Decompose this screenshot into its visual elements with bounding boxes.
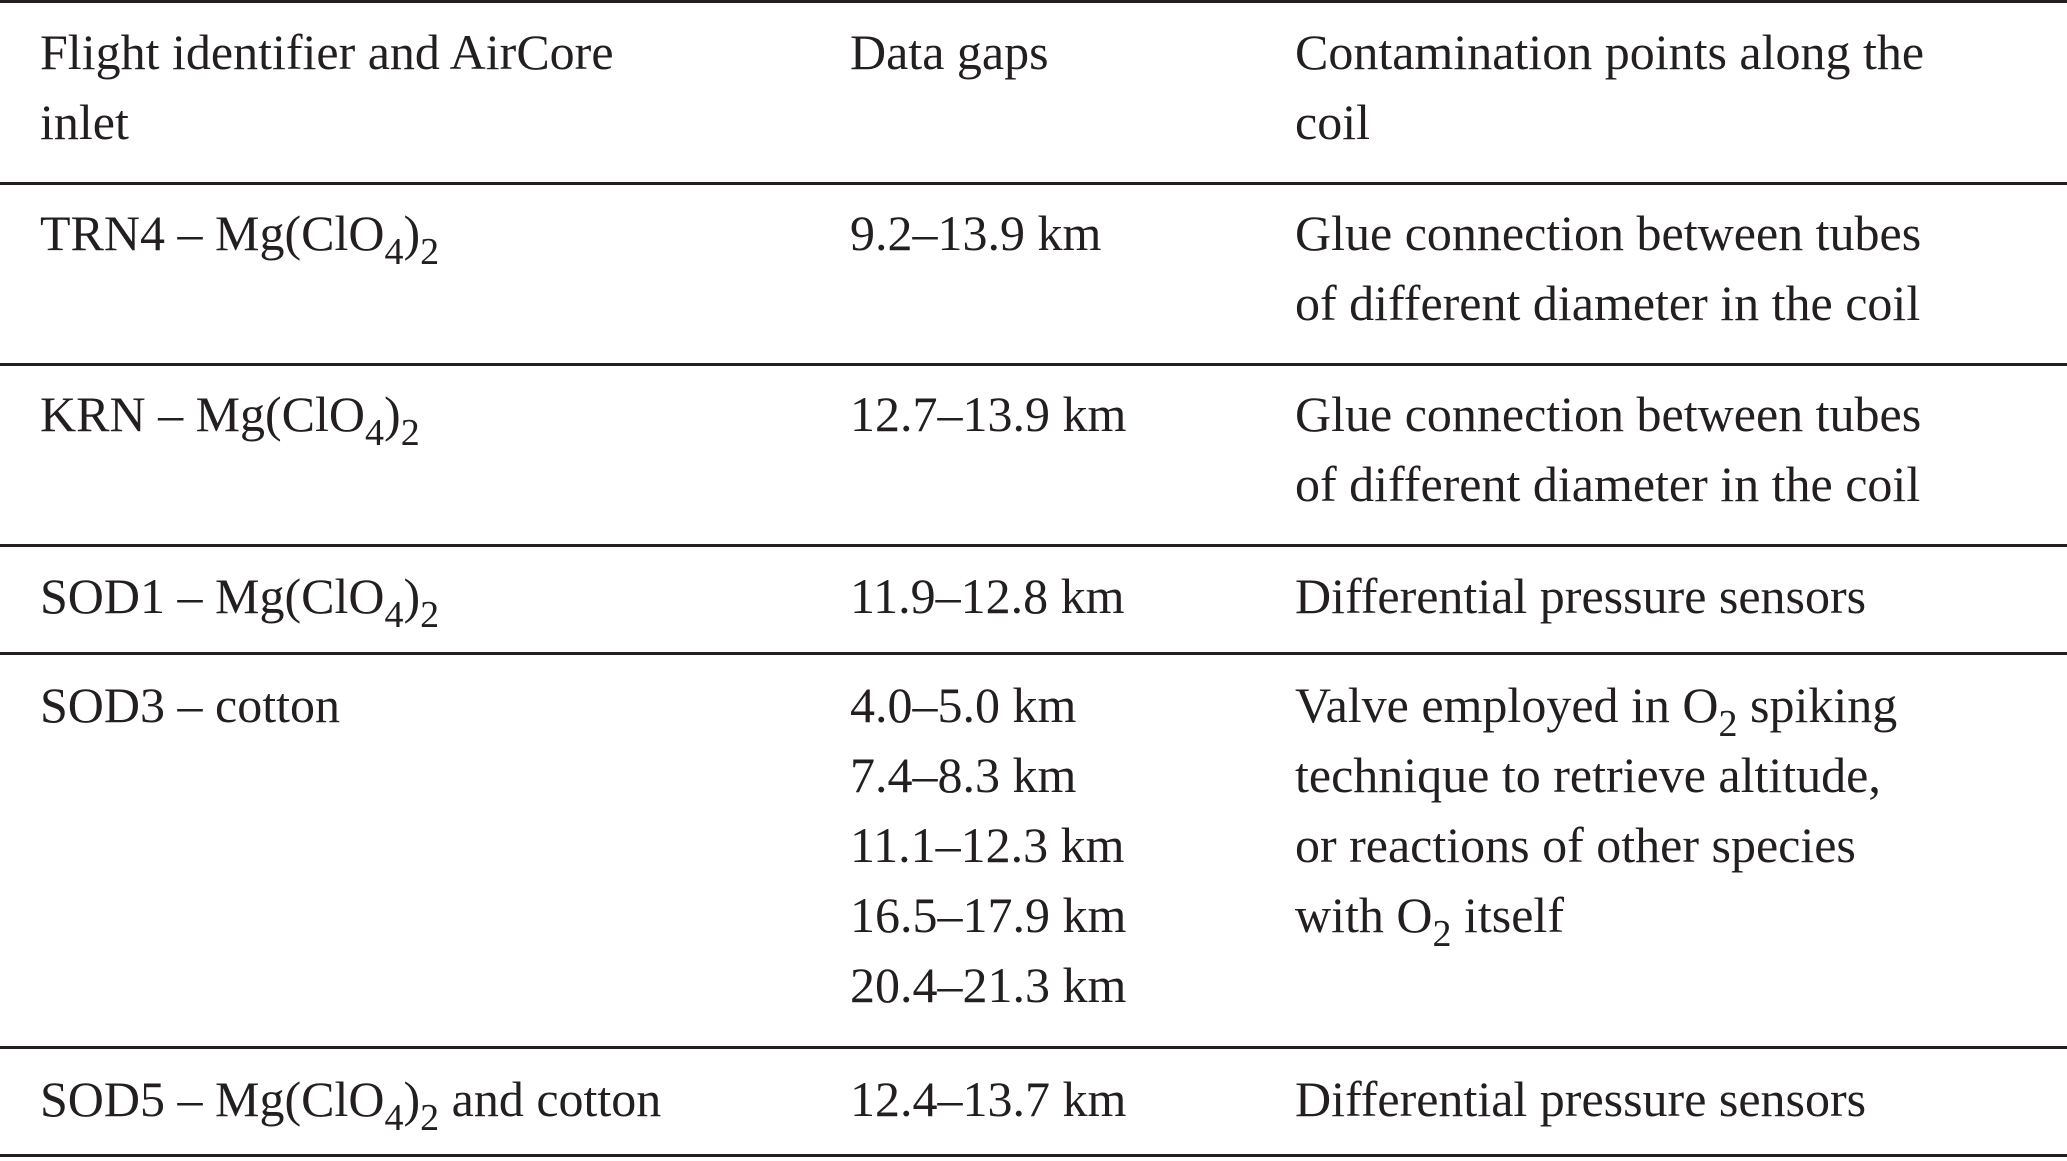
flight-label: SOD1 – Mg(ClO — [40, 568, 385, 624]
table-row-gaps-trn4 — [850, 198, 1101, 268]
table-top-rule — [0, 0, 2067, 3]
table-row-contamination-sod5 — [1295, 1064, 1866, 1134]
header-contamination-points — [1295, 17, 1924, 157]
gap-range: 9.2–13.9 km — [850, 205, 1102, 261]
table-row-flight-sod1 — [40, 561, 440, 636]
contamination-line — [1295, 670, 1898, 745]
header-flight-identifier — [40, 17, 614, 157]
subscript: 2 — [420, 231, 440, 273]
subscript: 2 — [400, 412, 420, 454]
table-row-flight-sod3 — [40, 670, 340, 740]
table-bottom-rule — [0, 1154, 2067, 1157]
gap-range: 11.9–12.8 km — [850, 568, 1125, 624]
table-row-flight-krn — [40, 379, 420, 454]
table-row-gaps-sod3 — [850, 670, 1126, 1020]
table-row-gaps-sod1 — [850, 561, 1125, 631]
row-divider — [0, 363, 2067, 366]
contamination-line: of different diameter in the coil — [1295, 456, 1921, 512]
gap-range: 7.4–8.3 km — [850, 747, 1077, 803]
flight-label-part: ) — [403, 1071, 421, 1127]
subscript: 4 — [384, 1097, 404, 1139]
row-divider — [0, 1046, 2067, 1049]
gap-range: 16.5–17.9 km — [850, 887, 1127, 943]
table-row-flight-sod5 — [40, 1064, 662, 1139]
subscript: 4 — [384, 231, 404, 273]
table-row-gaps-krn — [850, 379, 1126, 449]
flight-label: SOD5 – Mg(ClO — [40, 1071, 385, 1127]
subscript: 2 — [1432, 913, 1452, 955]
flight-label: KRN – Mg(ClO — [40, 386, 366, 442]
gap-range: 11.1–12.3 km — [850, 817, 1125, 873]
row-divider — [0, 652, 2067, 655]
contamination-line: of different diameter in the coil — [1295, 275, 1921, 331]
table-row-contamination-sod1 — [1295, 561, 1866, 631]
subscript: 2 — [1718, 703, 1738, 745]
gap-range: 20.4–21.3 km — [850, 957, 1127, 1013]
contamination-line: or reactions of other species — [1295, 817, 1856, 873]
header-text-line: Contamination points along the — [1295, 24, 1925, 80]
text-part: itself — [1451, 887, 1564, 943]
contamination-line: technique to retrieve altitude, — [1295, 747, 1881, 803]
contamination-line: Glue connection between tubes — [1295, 205, 1922, 261]
text-part: spiking — [1737, 677, 1898, 733]
gap-range: 12.4–13.7 km — [850, 1071, 1127, 1127]
table-row-gaps-sod5 — [850, 1064, 1126, 1134]
gap-range: 4.0–5.0 km — [850, 677, 1077, 733]
gap-range: 12.7–13.9 km — [850, 386, 1127, 442]
flight-label-part: ) — [384, 386, 401, 442]
header-text-line: coil — [1295, 94, 1370, 150]
table-row-contamination-krn — [1295, 379, 1921, 519]
row-divider — [0, 544, 2067, 547]
flight-label: TRN4 – Mg(ClO — [40, 205, 385, 261]
header-text-line: Data gaps — [850, 24, 1049, 80]
flight-label-part: ) — [403, 205, 421, 261]
flight-label-part: ) — [403, 568, 421, 624]
table-row-flight-trn4 — [40, 198, 440, 273]
subscript: 2 — [420, 1097, 440, 1139]
contamination-line — [1295, 880, 1897, 955]
header-text-line: Flight identifier and AirCore — [40, 24, 614, 80]
table-row-contamination-sod3 — [1295, 670, 1898, 955]
subscript: 2 — [420, 594, 440, 636]
header-text-line: inlet — [40, 94, 129, 150]
subscript: 4 — [384, 594, 404, 636]
text-part: Valve employed in O — [1295, 677, 1719, 733]
contamination-line: Glue connection between tubes — [1295, 386, 1922, 442]
header-bottom-rule — [0, 182, 2067, 185]
table-row-contamination-trn4 — [1295, 198, 1921, 338]
contamination-line: Differential pressure sensors — [1295, 568, 1867, 624]
header-data-gaps — [850, 17, 1049, 87]
text-part: with O — [1295, 887, 1433, 943]
contamination-line: Differential pressure sensors — [1295, 1071, 1867, 1127]
subscript: 4 — [365, 412, 385, 454]
flight-label-part: and cotton — [439, 1071, 662, 1127]
flight-label: SOD3 – cotton — [40, 677, 340, 733]
